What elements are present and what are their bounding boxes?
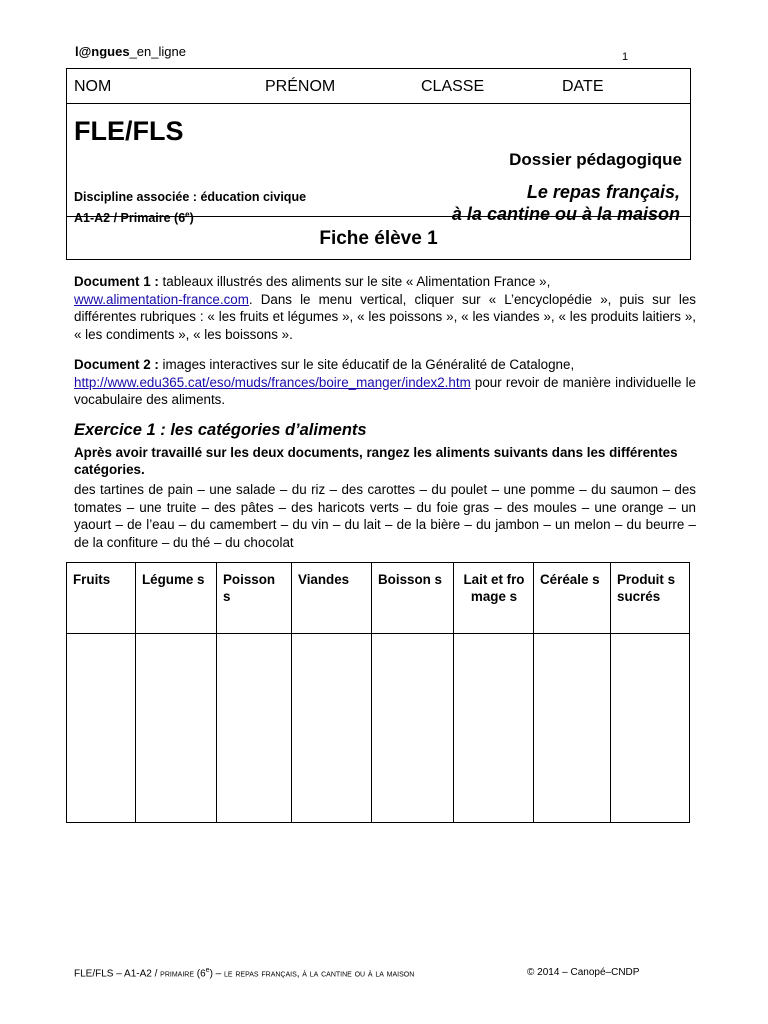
page-number: 1 <box>622 51 629 63</box>
subtitle-line1: Le repas français, <box>526 182 680 202</box>
food-list: des tartines de pain – une salade – du riz – des carottes – du poulet – une pomme – du saumon – des tomates – une truite – des pâtes – des haricots verts – du foie gras – des moules – une orange – un yaourt – de l’eau – du camembert – du vin – du lait – de la bière – du jambon – un melon – du beurre – de la confiture – du thé – du chocolat <box>74 482 696 550</box>
identity-row <box>67 69 690 104</box>
prenom-label: PRÉNOM <box>265 78 336 95</box>
exercise-title: Exercice 1 : les catégories d’aliments <box>74 421 367 439</box>
answer-cell-lait-fromages[interactable] <box>454 634 534 823</box>
document-2-label: Document 2 : <box>74 357 159 372</box>
dossier-title: Dossier pédagogique <box>509 150 682 169</box>
column-header-legumes: Légume s <box>136 563 217 634</box>
main-title: FLE/FLS <box>74 116 184 146</box>
answer-cell-boissons[interactable] <box>372 634 454 823</box>
answer-cell-cereales[interactable] <box>534 634 611 823</box>
column-header-lait-fromages: Lait et fromage s <box>454 563 534 634</box>
logo-suffix: _en_ligne <box>129 44 186 59</box>
exercise-instruction: Après avoir travaillé sur les deux documents, rangez les aliments suivants dans les différentes catégories. <box>74 445 678 477</box>
footer-left: FLE/FLS – A1-A2 / primaire (6e) – le repas français, à la cantine ou à la maison <box>74 967 415 980</box>
footer-copyright: © 2014 – Canopé–CNDP <box>527 967 640 978</box>
column-header-boissons: Boisson s <box>372 563 454 634</box>
level-text: A1-A2 / Primaire (6e) <box>74 210 194 226</box>
answer-cell-fruits[interactable] <box>67 634 136 823</box>
classe-label: CLASSE <box>421 78 485 95</box>
alimentation-france-link[interactable]: www.alimentation-france.com <box>74 291 249 307</box>
answer-cell-poissons[interactable] <box>217 634 292 823</box>
logo-prefix: l@ngues <box>75 44 130 59</box>
table-answer-row <box>67 634 690 823</box>
fiche-title: Fiche élève 1 <box>319 228 438 249</box>
column-header-poissons: Poisson s <box>217 563 292 634</box>
column-header-produits-sucres: Produit s sucrés <box>611 563 690 634</box>
title-row <box>67 104 690 226</box>
document-1-paragraph: Document 1 : tableaux illustrés des aliments sur le site « Alimentation France », www.alimentation-france.com. Dans le menu vertical, cliquer sur « L’encyclopédie », puis sur les différentes rubriques : « les fruits et légumes », « les poissons », « les viandes », « les produits laitiers », « les condiments », « les boissons ». <box>74 274 696 342</box>
column-header-viandes: Viandes <box>292 563 372 634</box>
document-1-label: Document 1 : <box>74 274 159 289</box>
header-table <box>66 68 691 260</box>
answer-cell-viandes[interactable] <box>292 634 372 823</box>
column-header-fruits: Fruits <box>67 563 136 634</box>
document-2-paragraph: Document 2 : images interactives sur le site éducatif de la Généralité de Catalogne, http://www.edu365.cat/eso/muds/frances/boire_manger/index2.htm pour revoir de manière individuelle le vocabulaire des aliments. <box>74 357 696 407</box>
answer-cell-produits-sucres[interactable] <box>611 634 690 823</box>
date-label: DATE <box>562 78 604 95</box>
categories-table <box>66 562 690 823</box>
edu365-link[interactable]: http://www.edu365.cat/eso/muds/frances/boire_manger/index2.htm <box>74 374 471 390</box>
nom-label: NOM <box>74 78 112 95</box>
subtitle-line2: à la cantine ou à la maison <box>451 204 680 224</box>
fiche-row <box>67 217 690 259</box>
site-logo <box>75 44 186 59</box>
answer-cell-legumes[interactable] <box>136 634 217 823</box>
column-header-cereales: Céréale s <box>534 563 611 634</box>
discipline-text: Discipline associée : éducation civique <box>74 190 307 204</box>
table-header-row <box>67 563 690 634</box>
